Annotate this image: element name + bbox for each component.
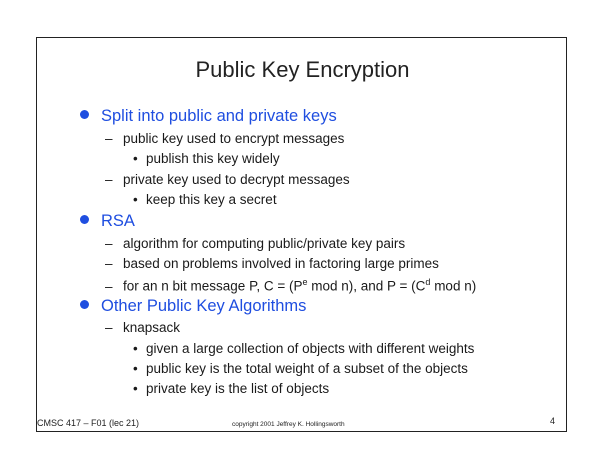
dot-icon: •: [133, 151, 138, 166]
sub-item-1-2: [105, 172, 350, 187]
page-number: 4: [550, 416, 556, 426]
dash-icon: –: [105, 320, 113, 335]
sub-item-2-3: [105, 277, 476, 294]
dash-icon: –: [105, 256, 113, 271]
dot-icon: •: [133, 192, 138, 207]
formula-mid: mod n), and P = (C: [307, 278, 426, 294]
formula-suffix: mod n): [430, 278, 477, 294]
subsub-item-1-1-1: [133, 151, 280, 166]
sub-item-text: algorithm for computing public/private key pairs: [123, 236, 406, 251]
dot-icon: •: [133, 381, 138, 396]
sub-item-text: knapsack: [123, 320, 181, 335]
dot-icon: •: [133, 341, 138, 356]
exponent-d: d: [425, 277, 431, 287]
bullet-dot-icon: [80, 110, 89, 119]
subsub-item-text: public key is the total weight of a subset of the objects: [146, 361, 468, 376]
subsub-item-3-1-1: [133, 341, 474, 356]
slide-title: Public Key Encryption: [195, 57, 410, 82]
sub-item-2-2: [105, 256, 439, 271]
bullet-3-text: Other Public Key Algorithms: [101, 297, 307, 315]
bullet-2-text: RSA: [101, 212, 135, 230]
bullet-1-text: Split into public and private keys: [101, 107, 337, 125]
dash-icon: –: [105, 236, 113, 251]
bullet-dot-icon: [80, 215, 89, 224]
sub-item-text: based on problems involved in factoring large primes: [123, 256, 439, 271]
sub-item-text: private key used to decrypt messages: [123, 172, 350, 187]
subsub-item-text: publish this key widely: [146, 151, 280, 166]
footer-copyright: copyright 2001 Jeffrey K. Hollingsworth: [232, 421, 345, 428]
bullet-2: [80, 212, 135, 231]
sub-item-text: public key used to encrypt messages: [123, 131, 345, 146]
subsub-item-3-1-3: [133, 381, 329, 396]
bullet-3: [80, 297, 306, 316]
bullet-dot-icon: [80, 300, 89, 309]
sub-item-1-1: [105, 131, 344, 146]
footer-course: CMSC 417 – F01 (lec 21): [37, 418, 140, 428]
subsub-item-text: keep this key a secret: [146, 192, 277, 207]
subsub-item-text: private key is the list of objects: [146, 381, 330, 396]
subsub-item-text: given a large collection of objects with different weights: [146, 341, 475, 356]
dot-icon: •: [133, 361, 138, 376]
sub-item-3-1: [105, 320, 180, 335]
formula-prefix: for an n bit message P, C = (P: [123, 278, 303, 294]
dash-icon: –: [105, 278, 113, 294]
subsub-item-1-2-1: [133, 192, 277, 207]
bullet-1: [80, 107, 337, 126]
dash-icon: –: [105, 131, 113, 146]
subsub-item-3-1-2: [133, 361, 468, 376]
sub-item-2-1: [105, 236, 405, 251]
exponent-e: e: [302, 277, 308, 287]
dash-icon: –: [105, 172, 113, 187]
